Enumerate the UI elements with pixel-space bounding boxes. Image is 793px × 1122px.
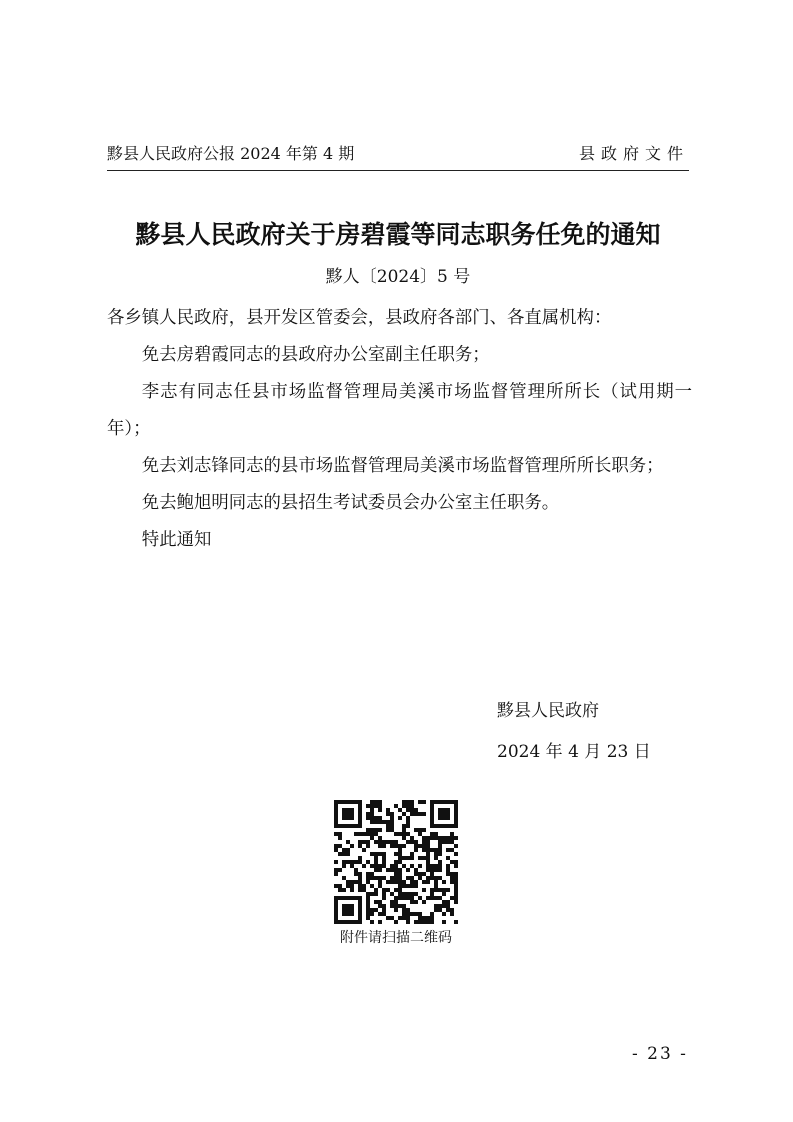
page-header [107,141,689,165]
paragraph: 免去刘志锋同志的县市场监督管理局美溪市场监督管理所所长职务； [141,456,664,476]
section-label: 县政府文件 [578,144,689,163]
header-divider [107,170,689,171]
salutation: 各乡镇人民政府，县开发区管委会，县政府各部门、各直属机构： [107,308,612,328]
signature-date: 2024 年 4 月 23 日 [497,742,651,762]
document-title: 黟县人民政府关于房碧霞等同志职务任免的通知 [135,220,661,249]
paragraph: 李志有同志任县市场监督管理局美溪市场监督管理所所长（试用期一年）； [107,382,692,439]
signature-org: 黟县人民政府 [497,701,599,721]
gazette-issue: 黟县人民政府公报 2024 年第 4 期 [107,144,355,163]
page-number: - 23 - [632,1044,688,1064]
qr-caption: 附件请扫描二维码 [340,930,452,946]
document-number: 黟人〔2024〕5 号 [325,267,471,287]
paragraph: 免去房碧霞同志的县政府办公室副主任职务； [141,345,490,365]
document-body [107,300,692,559]
qr-code-icon[interactable] [334,800,458,924]
closing-line: 特此通知 [141,530,212,550]
paragraph: 免去鲍旭明同志的县招生考试委员会办公室主任职务。 [141,493,560,513]
